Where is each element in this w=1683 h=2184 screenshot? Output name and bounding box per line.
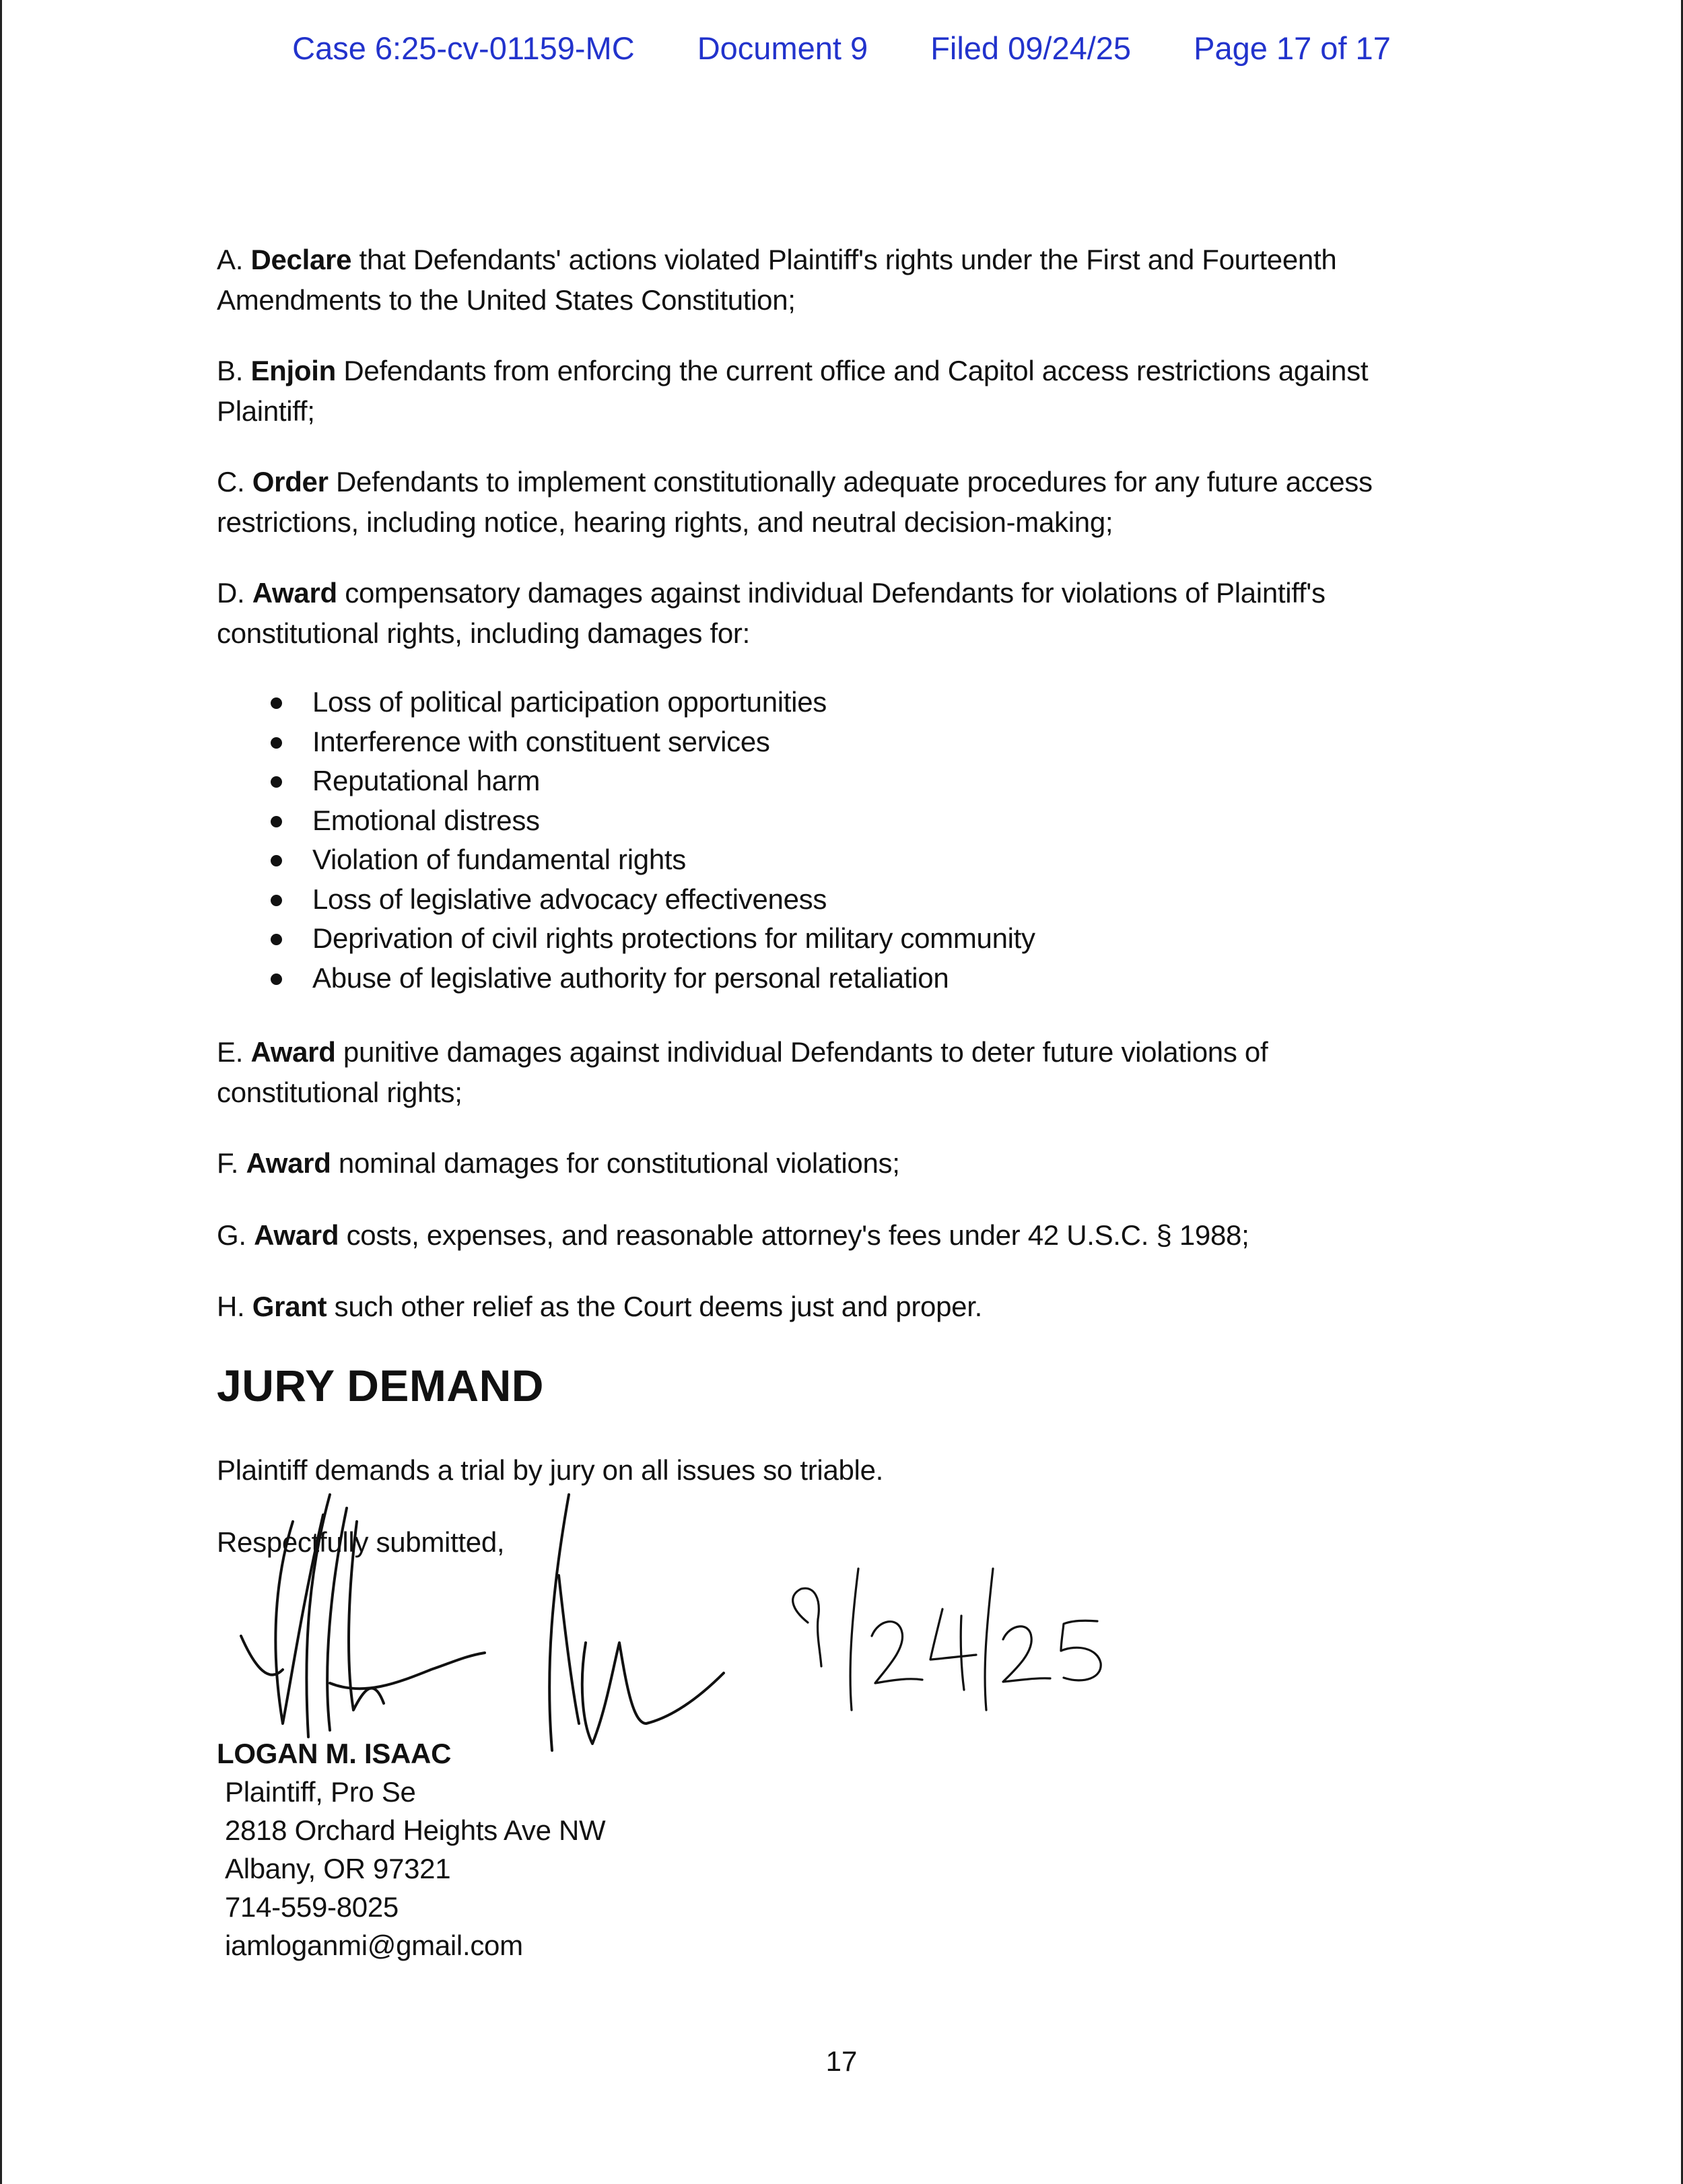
ecf-header: [0, 30, 1683, 67]
signature-block: [217, 1734, 605, 1965]
closing-text: Respectfully submitted,: [217, 1526, 505, 1558]
relief-text: that Defendants' actions violated Plaintiff's rights under the First and Fourteenth: [351, 244, 1337, 275]
bullet-icon: [271, 737, 282, 749]
relief-item-b: [217, 351, 1496, 432]
relief-prefix: G.: [217, 1219, 254, 1251]
relief-text: Defendants to implement constitutionally adequate procedures for any future access: [328, 466, 1373, 498]
list-item: [217, 919, 1496, 959]
relief-verb: Award: [254, 1219, 339, 1251]
relief-prefix: D.: [217, 577, 252, 609]
bullet-icon: [271, 974, 282, 985]
relief-text: costs, expenses, and reasonable attorney's fees under 42 U.S.C. § 1988;: [339, 1219, 1249, 1251]
header-document-number: Document 9: [697, 30, 868, 66]
bullet-icon: [271, 855, 282, 866]
relief-prefix: B.: [217, 355, 251, 386]
jury-demand-text: Plaintiff demands a trial by jury on all issues so triable.: [217, 1454, 884, 1486]
relief-text-continued: Plaintiff;: [217, 395, 315, 427]
list-item: [217, 761, 1496, 801]
header-filed-date: Filed 09/24/25: [930, 30, 1132, 66]
header-page-count: Page 17 of 17: [1194, 30, 1391, 66]
relief-text-continued: constitutional rights;: [217, 1077, 462, 1108]
relief-prefix: H.: [217, 1291, 252, 1322]
relief-verb: Award: [252, 577, 337, 609]
list-item-text: Emotional distress: [312, 804, 540, 836]
relief-verb: Order: [252, 466, 329, 498]
bullet-icon: [271, 934, 282, 945]
scan-edge-left: [0, 0, 2, 2184]
list-item: [217, 722, 1496, 762]
relief-text-continued: Amendments to the United States Constitution;: [217, 284, 796, 316]
relief-text: compensatory damages against individual Defendants for violations of Plaintiff's: [337, 577, 1326, 609]
signer-address-line-1: 2818 Orchard Heights Ave NW: [225, 1814, 606, 1846]
bullet-icon: [271, 697, 282, 709]
list-item: [217, 683, 1496, 722]
section-heading-jury-demand: JURY DEMAND: [217, 1361, 544, 1410]
bullet-icon: [271, 816, 282, 827]
signer-address-line-2: Albany, OR 97321: [225, 1853, 451, 1884]
list-item-text: Loss of political participation opportunities: [312, 686, 827, 718]
relief-verb: Declare: [250, 244, 352, 275]
signer-role: Plaintiff, Pro Se: [225, 1776, 416, 1808]
relief-prefix: F.: [217, 1147, 246, 1179]
relief-text-continued: restrictions, including notice, hearing rights, and neutral decision-making;: [217, 506, 1113, 538]
relief-verb: Award: [250, 1036, 336, 1068]
relief-text-continued: constitutional rights, including damages for:: [217, 617, 750, 649]
list-item-text: Interference with constituent services: [312, 725, 770, 757]
relief-item-c: [217, 462, 1496, 543]
list-item-text: Violation of fundamental rights: [312, 844, 686, 875]
relief-prefix: C.: [217, 466, 252, 498]
handwritten-signature: [229, 1468, 1171, 1771]
list-item: [217, 959, 1496, 998]
relief-item-a: [217, 240, 1496, 320]
bullet-icon: [271, 776, 282, 788]
list-item: [217, 840, 1496, 880]
relief-item-f: [217, 1143, 1496, 1184]
list-item-text: Reputational harm: [312, 765, 541, 796]
relief-item-d: [217, 573, 1496, 654]
list-item: [217, 880, 1496, 920]
list-item-text: Deprivation of civil rights protections for military community: [312, 922, 1035, 954]
relief-text: such other relief as the Court deems just and proper.: [327, 1291, 982, 1322]
relief-verb: Award: [246, 1147, 331, 1179]
bullet-icon: [271, 895, 282, 906]
list-item-text: Abuse of legislative authority for personal retaliation: [312, 961, 949, 994]
relief-text: nominal damages for constitutional violations;: [331, 1147, 900, 1179]
damages-list: [217, 683, 1496, 998]
signer-email: iamloganmi@gmail.com: [225, 1930, 523, 1961]
handwritten-date: 9/24/25: [808, 1759, 831, 1766]
relief-item-e: [217, 1032, 1496, 1113]
relief-text: punitive damages against individual Defendants to deter future violations of: [335, 1036, 1268, 1068]
relief-prefix: A.: [217, 244, 251, 275]
list-item-text: Loss of legislative advocacy effectiveness: [312, 883, 827, 915]
relief-text: Defendants from enforcing the current office and Capitol access restrictions against: [335, 355, 1369, 386]
relief-verb: Enjoin: [250, 355, 336, 386]
header-case-number: Case 6:25-cv-01159-MC: [292, 30, 635, 66]
signer-name: LOGAN M. ISAAC: [217, 1738, 452, 1769]
signer-phone: 714-559-8025: [225, 1891, 399, 1923]
relief-verb: Grant: [252, 1291, 327, 1322]
relief-item-h: [217, 1287, 1496, 1327]
page-number: 17: [825, 2045, 858, 2077]
relief-item-g: [217, 1215, 1496, 1256]
relief-prefix: E.: [217, 1036, 251, 1068]
list-item: [217, 801, 1496, 841]
